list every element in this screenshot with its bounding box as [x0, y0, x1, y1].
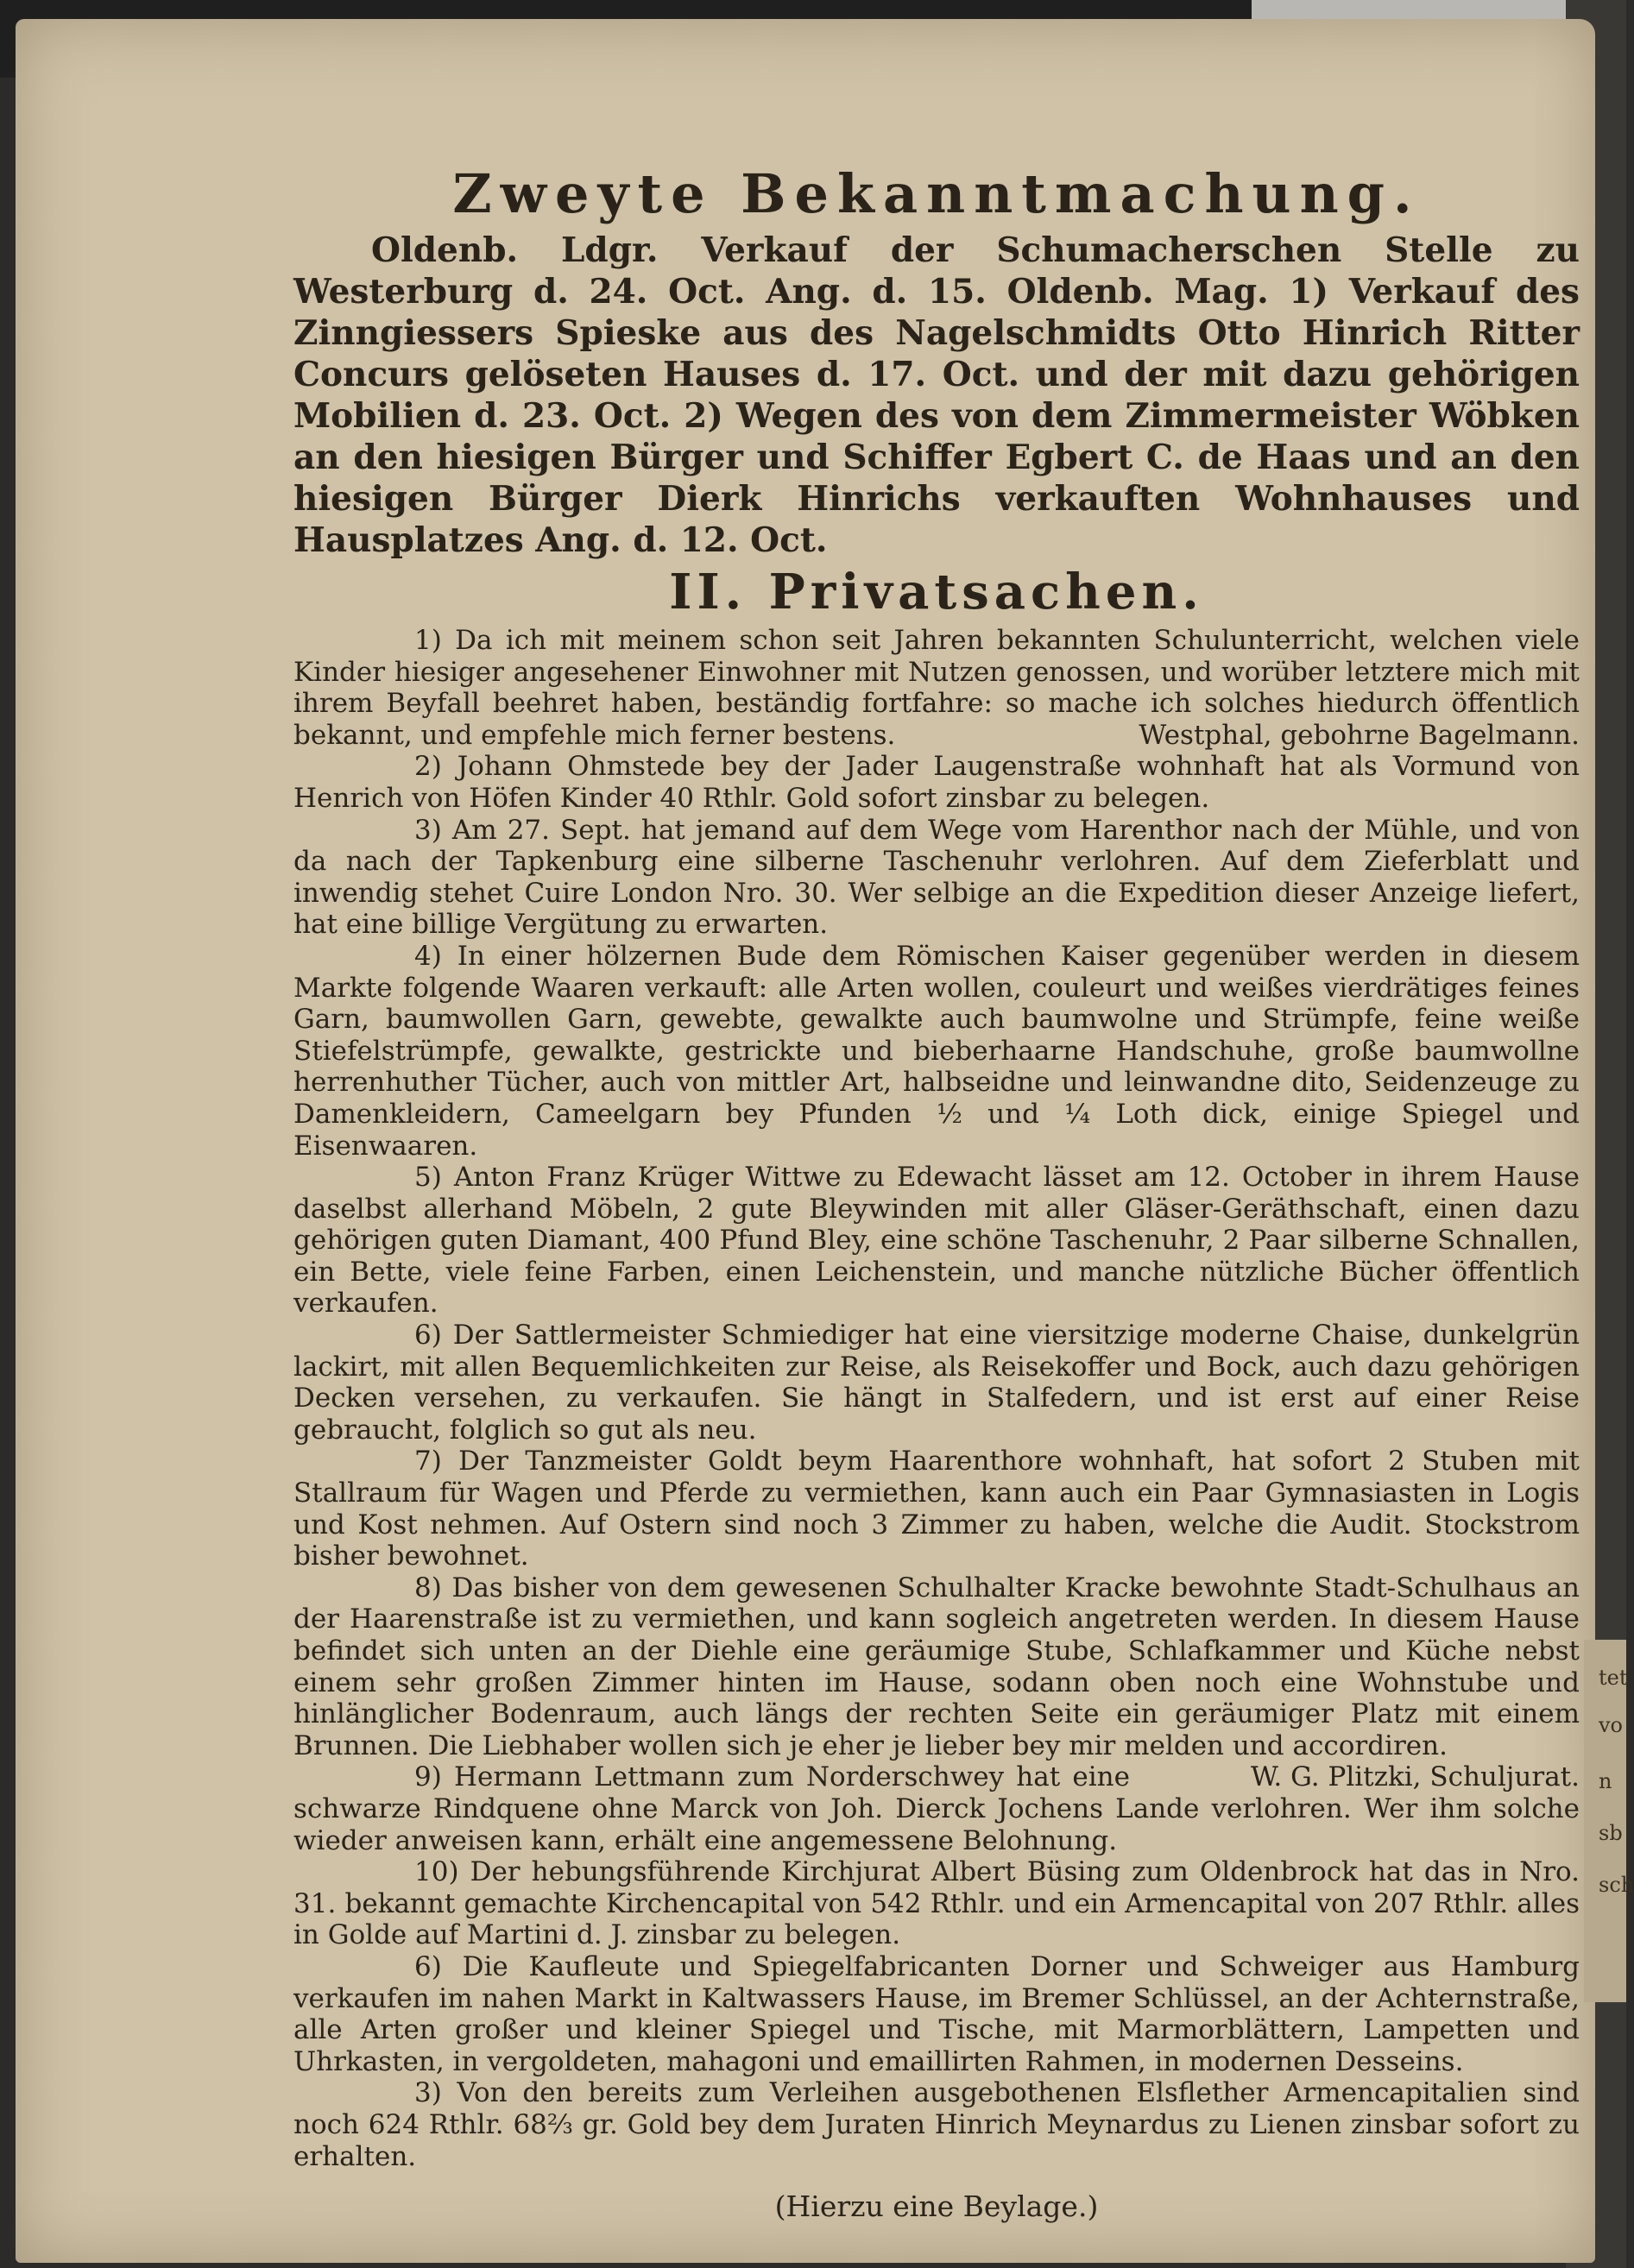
edge-fragment: sb — [1599, 1821, 1623, 1845]
page-title: Zweyte Bekanntmachung. — [452, 162, 1421, 225]
signature: Westphal, gebohrne Bagelmann. — [1139, 719, 1580, 751]
notice-item: 6) Die Kaufleute und Spiegelfabricanten Dorner und Schweiger aus Hamburg verkaufen im nahen Markt in Kaltwassers Hause, im Bremer Schlüssel, an der Achternstraße, alle Arten großer und kleiner Spiegel und Tische, mit Marmorblättern, Lampetten und Uhrkasten, in vergoldeten, mahagoni und emaillirten Rahmen, in modernen Desseins. — [293, 1950, 1580, 2077]
notice-item: 4) In einer hölzernen Bude dem Römischen Kaiser gegenüber werden in diesem Markte folgende Waaren verkauft: alle Arten wollen, couleurt und weißes vierdrätiges feines Garn, baumwollen Garn, gewebte, gewalkte auch baumwolne und Strümpfe, feine weiße Stiefelstrümpfe, gewalkte, gestrickte und bieberhaarne Handschuhe, große baumwollne herrenhuther Tücher, auch von mittler Art, halbseidne und leinwandne dito, Seidenzeuge zu Damenkleidern, Cameelgarn bey Pfunden ½ und ¼ Loth dick, einige Spiegel und Eisenwaaren. — [293, 940, 1580, 1162]
notice-item: 1) Da ich mit meinem schon seit Jahren bekannten Schulunterricht, welchen viele Kinder hiesiger angesehener Einwohner mit Nutzen genossen, und worüber letztere mich mit ihrem Beyfall beehret haben, beständig fortfahre: so mache ich solches hiedurch öffentlich bekannt, und empfehle mich ferner bestens. Westphal, gebohrne Bagelmann. — [293, 625, 1580, 751]
notice-item: 6) Der Sattlermeister Schmiediger hat eine viersitzige moderne Chaise, dunkelgrün lackirt, mit allen Bequemlichkeiten zur Reise, als Reisekoffer und Bock, auch dazu gehörigen Decken versehen, zu verkaufen. Sie hängt in Stalfedern, und ist erst auf einer Reise gebraucht, folglich so gut als neu. — [293, 1320, 1580, 1446]
edge-fragment: vo — [1599, 1713, 1624, 1737]
notice-item: 10) Der hebungsführende Kirchjurat Albert Büsing zum Oldenbrock hat das in Nro. 31. bekannt gemachte Kirchencapital von 542 Rthlr. und ein Armencapital von 207 Rthlr. alles in Golde auf Martini d. J. zinsbar zu belegen. — [293, 1856, 1580, 1951]
edge-fragment: sch — [1599, 1873, 1634, 1897]
page-content — [293, 164, 1580, 2226]
notice-item: 7) Der Tanzmeister Goldt beym Haarenthore wohnhaft, hat sofort 2 Stuben mit Stallraum für Wagen und Pferde zu vermiethen, kann auch ein Paar Gymnasiasten in Logis und Kost nehmen. Auf Ostern sind noch 3 Zimmer zu haben, welche die Audit. Stockstrom bisher bewohnet. — [293, 1446, 1580, 1572]
edge-fragment: tet — [1599, 1666, 1628, 1690]
footer-note: (Hierzu eine Beylage.) — [774, 2189, 1099, 2224]
notice-item: 3) Am 27. Sept. hat jemand auf dem Wege vom Harenthor nach der Mühle, und von da nach der Tapkenburg eine silberne Taschenuhr verlohren. Auf dem Zieferblatt und inwendig stehet Cuire London Nro. 30. Wer selbige an die Expedition dieser Anzeige liefert, hat eine billige Vergütung zu erwarten. — [293, 814, 1580, 941]
bekanntmachung-text: Oldenb. Ldgr. Verkauf der Schumacherschen Stelle zu Westerburg d. 24. Oct. Ang. d. 15. Oldenb. Mag. 1) Verkauf des Zinngiessers Spieske aus des Nagelschmidts Otto Hinrich Ritter Concurs gelöseten Hauses d. 17. Oct. und der mit dazu gehörigen Mobilien d. 23. Oct. 2) Wegen des von dem Zimmermeister Wöbken an den hiesigen Bürger und Schiffer Egbert C. de Haas und an den hiesigen Bürger Dierk Hinrichs verkauften Wohnhauses und Hausplatzes Ang. d. 12. Oct. — [293, 230, 1580, 560]
notice-item: 5) Anton Franz Krüger Wittwe zu Edewacht lässet am 12. October in ihrem Hause daselbst allerhand Möbeln, 2 gute Bleywinden mit aller Gläser-Geräthschaft, einen dazu gehörigen guten Diamant, 400 Pfund Bley, eine schöne Taschenuhr, 2 Paar silberne Schnallen, ein Bette, viele feine Farben, einen Leichenstein, und manche nützliche Bücher öffentlich verkaufen. — [293, 1162, 1580, 1320]
edge-fragment: n — [1599, 1769, 1612, 1793]
notice-item: 2) Johann Ohmstede bey der Jader Laugenstraße wohnhaft hat als Vormund von Henrich von Höfen Kinder 40 Rthlr. Gold sofort zinsbar zu belegen. — [293, 751, 1580, 814]
notice-item: 8) Das bisher von dem gewesenen Schulhalter Kracke bewohnte Stadt-Schulhaus an der Haarenstraße ist zu vermiethen, und kann sogleich angetreten werden. In diesem Hause befindet sich unten an der Diehle eine geräumige Stube, Schlafkammer und Küche nebst einem sehr großen Zimmer hinten im Hause, sodann oben noch eine Wohnstube und hinlänglicher Bodenraum, auch längs der rechten Seite ein geräumiger Platz mit einem Brunnen. Die Liebhaber wollen sich je eher je lieber bey mir melden und accordiren. W. G. Plitzki, Schuljurat. — [293, 1572, 1580, 1793]
notice-item: 3) Von den bereits zum Verleihen ausgebothenen Elsflether Armencapitalien sind noch 624 Rthlr. 68⅔ gr. Gold bey dem Juraten Hinrich Meynardus zu Lienen zinsbar sofort zu erhalten. — [293, 2077, 1580, 2172]
notice-item: 9) Hermann Lettmann zum Norderschwey hat eine schwarze Rindquene ohne Marck von Joh. Dierck Jochens Lande verlohren. Wer ihm solche wieder anweisen kann, erhält eine angemessene Belohnung. — [293, 1761, 1580, 1856]
signature: W. G. Plitzki, Schuljurat. — [1250, 1761, 1580, 1793]
section-title: II. Privatsachen. — [669, 564, 1204, 621]
